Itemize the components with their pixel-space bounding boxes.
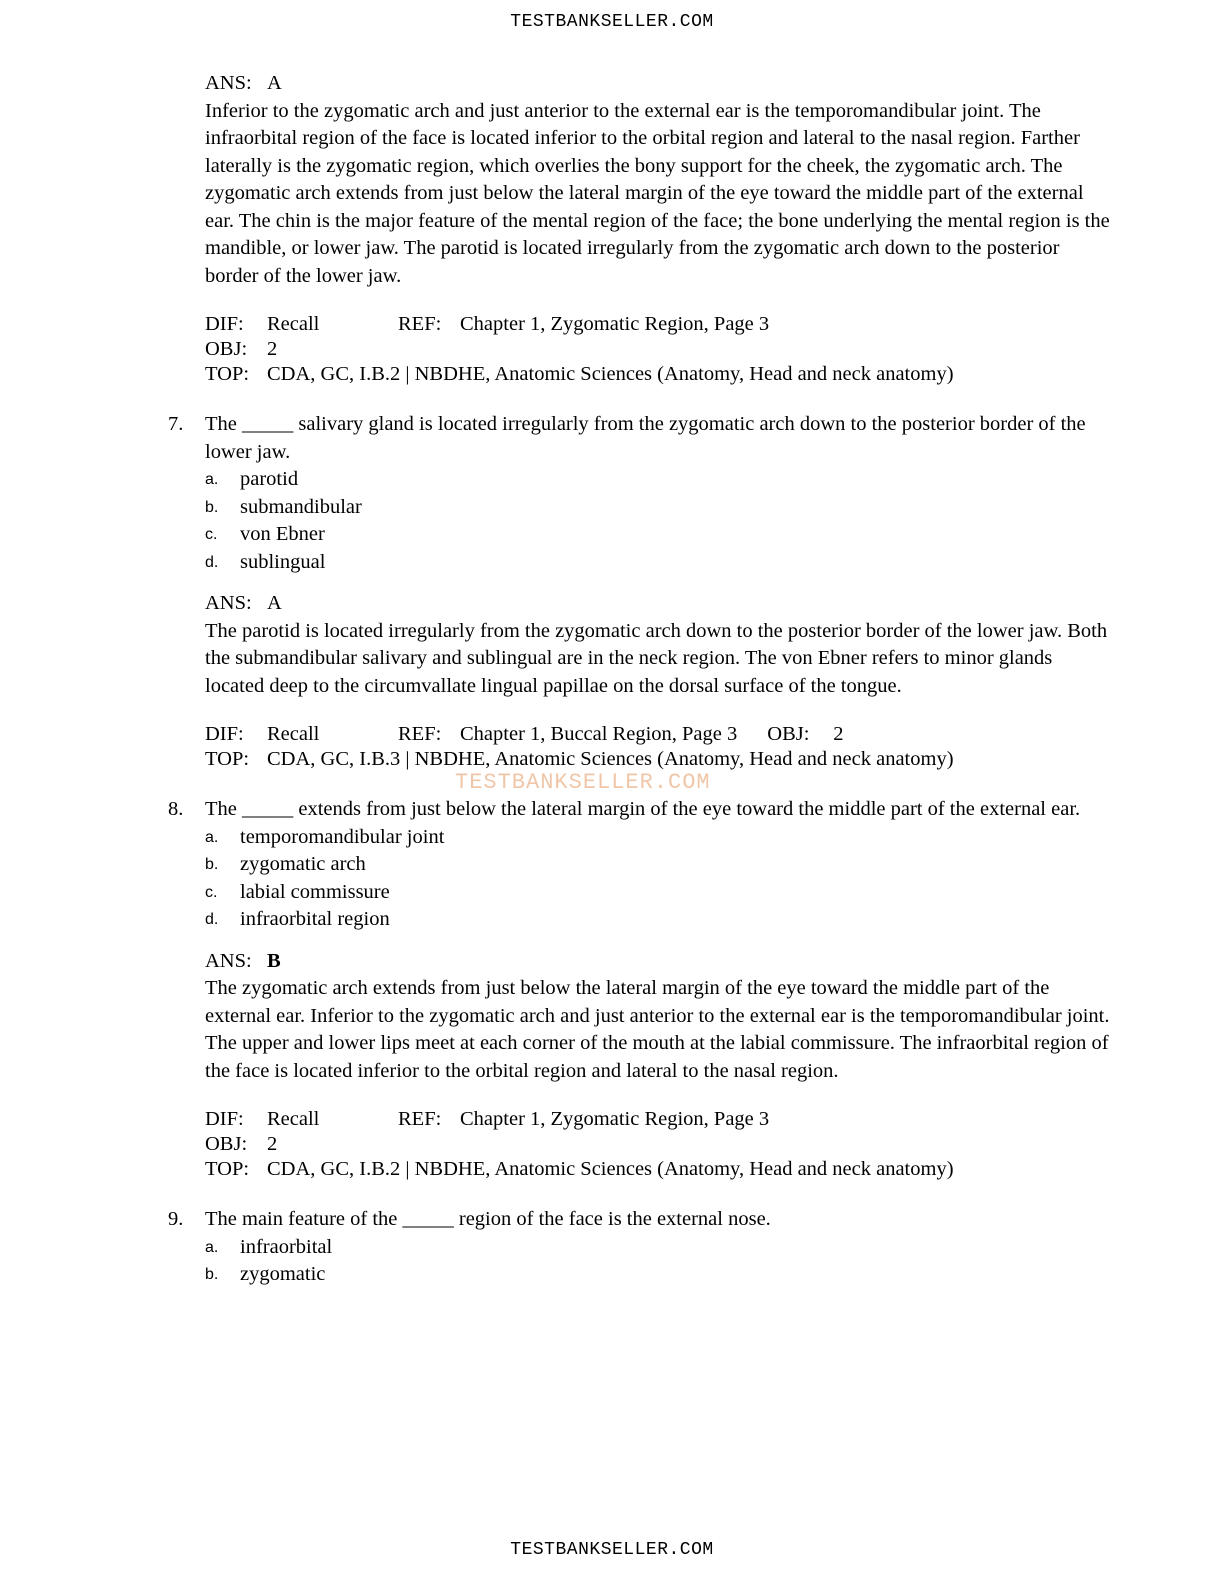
answer-value: A xyxy=(267,592,282,614)
option-a xyxy=(205,466,1115,494)
meta-block xyxy=(205,722,1115,772)
ref-label: REF: xyxy=(398,313,442,335)
option-text: submandibular xyxy=(240,495,362,518)
option-b xyxy=(205,851,1115,879)
answer-value: A xyxy=(267,72,282,94)
top-value: CDA, GC, I.B.2 | NBDHE, Anatomic Sciences (Anatomy, Head and neck anatomy) xyxy=(267,1158,954,1180)
option-text: infraorbital region xyxy=(240,908,390,930)
ans-label: ANS: xyxy=(205,592,252,614)
meta-dif-ref-obj xyxy=(205,722,1115,747)
meta-dif-ref xyxy=(205,312,1115,337)
dif-label: DIF: xyxy=(205,723,244,745)
ref-value: Chapter 1, Zygomatic Region, Page 3 xyxy=(460,313,770,335)
obj-label: OBJ: xyxy=(205,338,248,360)
obj-value: 2 xyxy=(267,1133,278,1155)
top-label: TOP: xyxy=(205,363,250,385)
question-text: The _____ salivary gland is located irregularly from the zygomatic arch down to the posterior border of the lower jaw. xyxy=(205,413,1086,463)
meta-top xyxy=(205,747,1115,772)
obj-label: OBJ: xyxy=(767,723,810,745)
meta-dif-ref xyxy=(205,1107,1115,1132)
option-d xyxy=(205,549,1115,577)
options-list xyxy=(205,824,1115,934)
answer-block-prev xyxy=(205,70,1115,387)
question-9 xyxy=(168,1206,1115,1289)
ref-label: REF: xyxy=(398,1108,442,1130)
meta-obj xyxy=(205,1132,1115,1157)
page-content xyxy=(168,70,1115,1289)
ref-value: Chapter 1, Zygomatic Region, Page 3 xyxy=(460,1108,770,1130)
option-letter: d. xyxy=(205,911,219,928)
meta-block xyxy=(205,1107,1115,1182)
obj-value: 2 xyxy=(267,338,278,360)
option-letter: b. xyxy=(205,498,219,516)
obj-value: 2 xyxy=(833,723,844,745)
question-7 xyxy=(168,411,1115,772)
option-text: labial commissure xyxy=(240,880,390,903)
options-list xyxy=(205,1234,1115,1289)
option-d xyxy=(205,906,1115,934)
question-number: 9. xyxy=(168,1208,184,1230)
option-text: zygomatic arch xyxy=(240,853,366,875)
dif-value: Recall xyxy=(267,1108,320,1130)
ans-label: ANS: xyxy=(205,72,252,94)
top-label: TOP: xyxy=(205,748,250,770)
obj-label: OBJ: xyxy=(205,1133,248,1155)
ref-value: Chapter 1, Buccal Region, Page 3 xyxy=(460,723,738,745)
rationale: The zygomatic arch extends from just below the lateral margin of the eye toward the middle part of the external ear. Inferior to the zygomatic arch and just anterior to the external ear is the temporomandibular joint. The upper and lower lips meet at each corner of the mouth at the labial commissure. The infraorbital region of the face is located inferior to the orbital region and lateral to the nasal region. xyxy=(205,977,1110,1082)
ans-label: ANS: xyxy=(205,949,252,972)
dif-value: Recall xyxy=(267,723,320,745)
answer-line xyxy=(205,948,1115,976)
answer-line xyxy=(205,590,1115,618)
option-text: temporomandibular joint xyxy=(240,825,445,848)
option-letter: a. xyxy=(205,828,219,846)
top-value: CDA, GC, I.B.3 | NBDHE, Anatomic Sciences (Anatomy, Head and neck anatomy) xyxy=(267,748,954,770)
rationale: The parotid is located irregularly from the zygomatic arch down to the posterior border of the lower jaw. Both the submandibular salivary and sublingual are in the neck region. The von Ebner refers to minor glands located deep to the circumvallate lingual papillae on the dorsal surface of the tongue. xyxy=(205,619,1108,697)
option-c xyxy=(205,521,1115,549)
ref-label: REF: xyxy=(398,723,442,745)
option-letter: d. xyxy=(205,553,219,571)
question-number: 8. xyxy=(168,798,184,820)
option-text: von Ebner xyxy=(240,523,325,545)
question-text: The _____ extends from just below the lateral margin of the eye toward the middle part of the external ear. xyxy=(205,798,1081,820)
option-c xyxy=(205,879,1115,907)
dif-label: DIF: xyxy=(205,313,244,335)
option-a xyxy=(205,1234,1115,1262)
answer-block xyxy=(205,590,1115,772)
question-number: 7. xyxy=(168,413,184,435)
option-letter: b. xyxy=(205,856,219,873)
meta-top xyxy=(205,362,1115,387)
watermark: TESTBANKSELLER.COM xyxy=(455,770,711,795)
option-b xyxy=(205,494,1115,522)
page-header: TESTBANKSELLER.COM xyxy=(510,12,714,32)
question-text: The main feature of the _____ region of the face is the external nose. xyxy=(205,1208,771,1230)
answer-value: B xyxy=(267,949,281,972)
page-footer: TESTBANKSELLER.COM xyxy=(510,1540,714,1560)
top-label: TOP: xyxy=(205,1158,250,1180)
answer-block xyxy=(205,948,1115,1183)
option-a xyxy=(205,824,1115,852)
top-value: CDA, GC, I.B.2 | NBDHE, Anatomic Sciences (Anatomy, Head and neck anatomy) xyxy=(267,363,954,385)
option-letter: c. xyxy=(205,526,218,543)
meta-obj xyxy=(205,337,1115,362)
question-8 xyxy=(168,796,1115,1182)
dif-label: DIF: xyxy=(205,1108,244,1130)
option-letter: a. xyxy=(205,1238,219,1256)
option-b xyxy=(205,1261,1115,1289)
option-letter: b. xyxy=(205,1266,219,1283)
meta-top xyxy=(205,1157,1115,1182)
option-text: zygomatic xyxy=(240,1263,326,1285)
rationale: Inferior to the zygomatic arch and just anterior to the external ear is the temporomandibular joint. The infraorbital region of the face is located inferior to the orbital region and lateral to the nasal region. Farther laterally is the zygomatic region, which overlies the bony support for the cheek, the zygomatic arch. The zygomatic arch extends from just below the lateral margin of the eye toward the middle part of the external ear. The chin is the major feature of the mental region of the face; the bone underlying the mental region is the mandible, or lower jaw. The parotid is located irregularly from the zygomatic arch down to the posterior border of the lower jaw. xyxy=(205,99,1110,287)
option-letter: c. xyxy=(205,883,218,901)
option-letter: a. xyxy=(205,471,219,488)
option-text: parotid xyxy=(240,468,299,490)
dif-value: Recall xyxy=(267,313,320,335)
option-text: infraorbital xyxy=(240,1235,333,1258)
meta-block xyxy=(205,312,1115,387)
option-text: sublingual xyxy=(240,550,326,573)
options-list xyxy=(205,466,1115,576)
answer-line xyxy=(205,70,1115,98)
